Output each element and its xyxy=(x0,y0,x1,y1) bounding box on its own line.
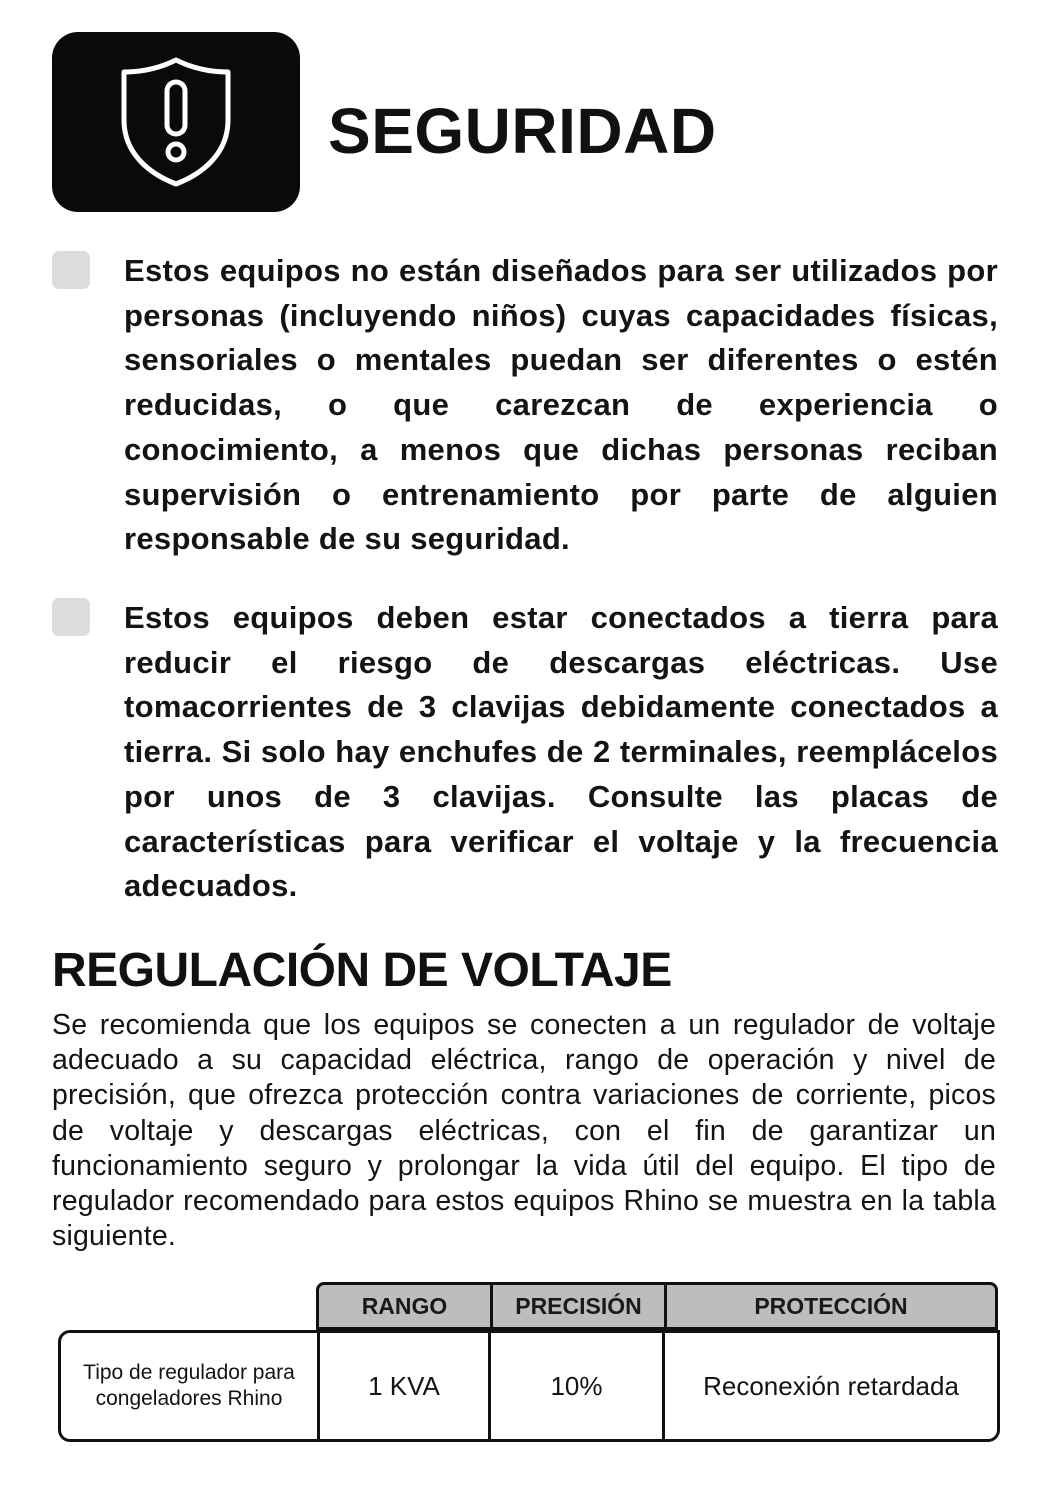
table-header-rango: RANGO xyxy=(361,1292,448,1319)
bullet-text: Estos equipos deben estar conectados a tierra para reducir el riesgo de descargas eléctricas. Use tomacorrientes de 3 clavijas debidamente conectados a tierra. Si solo hay enchufes de 2 terminales, reemplácelos por unos de 3 clavijas. Consulte las placas de características para verificar el voltaje y la frecuencia adecuados. xyxy=(124,600,998,904)
regulator-table xyxy=(58,1282,1000,1444)
section-paragraph: Se recomienda que los equipos se conecten a un regulador de voltaje adecuado a su capacidad eléctrica, rango de operación y nivel de precisión, que ofrezca protección contra variaciones de corriente, picos de voltaje y descargas eléctricas, con el fin de garantizar un funcionamiento seguro y prolongar la vida útil del equipo. El tipo de regulador recomendado para estos equipos Rhino se muestra en la tabla siguiente. xyxy=(52,1009,996,1253)
page-title: SEGURIDAD xyxy=(328,95,717,167)
shield-exclamation-icon-graphic xyxy=(116,54,236,190)
table-header-row xyxy=(316,1282,998,1330)
table-cell-precision: 10% xyxy=(488,1333,662,1439)
table-header-proteccion: PROTECCIÓN xyxy=(664,1285,995,1327)
bullet-marker xyxy=(52,251,90,289)
bullet-item-ninos xyxy=(52,249,998,562)
bullet-text: Estos equipos no están diseñados para ser utilizados por personas (incluyendo niños) cuyas capacidades físicas, sensoriales o mentales puedan ser diferentes o estén reducidas, o que carezcan de experiencia o conocimiento, a menos que dichas personas reciban supervisión o entrenamiento por parte de alguien responsable de su seguridad. xyxy=(124,253,998,557)
table-cell-proteccion: Reconexión retardada xyxy=(662,1333,997,1439)
header xyxy=(52,32,717,212)
bullet-marker xyxy=(52,598,90,636)
bullet-item-tierra xyxy=(52,596,998,909)
shield-exclamation-icon xyxy=(52,32,300,212)
table-cell-rango: 1 KVA xyxy=(317,1333,488,1439)
table-header-precision: PRECISIÓN xyxy=(490,1285,664,1327)
table-row-label: Tipo de regulador para congeladores Rhino xyxy=(83,1361,295,1410)
table-row xyxy=(58,1330,1000,1442)
section-title-voltaje: REGULACIÓN DE VOLTAJE xyxy=(52,944,672,997)
